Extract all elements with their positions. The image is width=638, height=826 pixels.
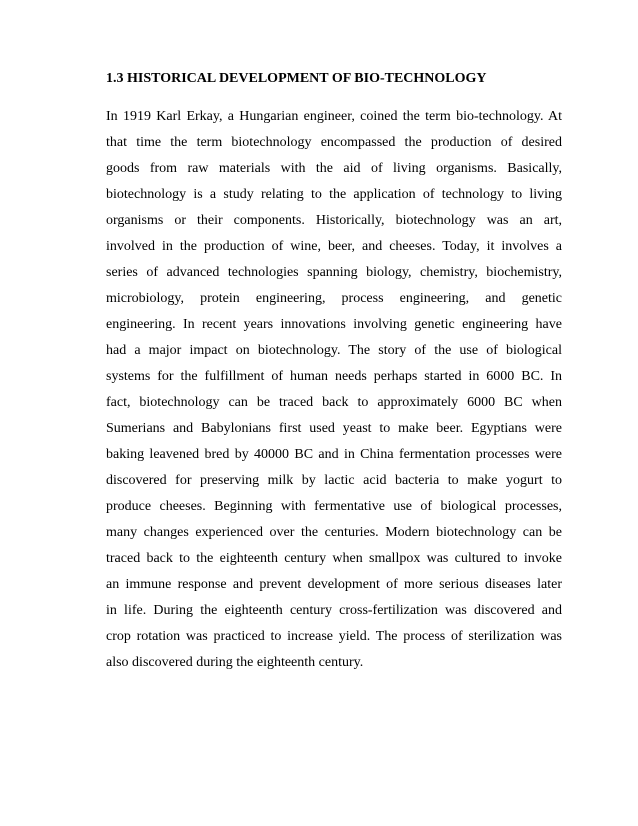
paragraph-line: engineering. In recent years innovations involving genetic engineering have (106, 317, 562, 332)
paragraph-line: produce cheeses. Beginning with fermentative use of biological processes, (106, 499, 562, 514)
paragraph-line: an immune response and prevent development of more serious diseases later (106, 577, 562, 592)
paragraph-line: in life. During the eighteenth century cross-fertilization was discovered and (106, 603, 562, 618)
paragraph-line: had a major impact on biotechnology. The story of the use of biological (106, 343, 562, 358)
paragraph-line: Sumerians and Babylonians first used yeast to make beer. Egyptians were (106, 421, 562, 436)
paragraph-line: In 1919 Karl Erkay, a Hungarian engineer, coined the term bio-technology. At (106, 109, 562, 124)
paragraph-line: series of advanced technologies spanning biology, chemistry, biochemistry, (106, 265, 562, 280)
paragraph-line: many changes experienced over the centuries. Modern biotechnology can be (106, 525, 562, 540)
paragraph-line: biotechnology is a study relating to the application of technology to living (106, 187, 562, 202)
paragraph-line: microbiology, protein engineering, process engineering, and genetic (106, 291, 562, 306)
paragraph-line: systems for the fulfillment of human needs perhaps started in 6000 BC. In (106, 369, 562, 384)
paragraph-line: traced back to the eighteenth century when smallpox was cultured to invoke (106, 551, 562, 566)
paragraph-line: baking leavened bred by 40000 BC and in China fermentation processes were (106, 447, 562, 462)
paragraph-line-last: also discovered during the eighteenth century. (106, 655, 364, 670)
paragraph-line: organisms or their components. Historically, biotechnology was an art, (106, 213, 562, 228)
paragraph-line: involved in the production of wine, beer, and cheeses. Today, it involves a (106, 239, 562, 254)
paragraph-line: goods from raw materials with the aid of living organisms. Basically, (106, 161, 562, 176)
section-heading: 1.3 HISTORICAL DEVELOPMENT OF BIO-TECHNOLOGY (106, 71, 487, 86)
paragraph-line: crop rotation was practiced to increase yield. The process of sterilization was (106, 629, 562, 644)
paragraph-line: discovered for preserving milk by lactic acid bacteria to make yogurt to (106, 473, 562, 488)
paragraph-line: that time the term biotechnology encompassed the production of desired (106, 135, 562, 150)
paragraph-line: fact, biotechnology can be traced back to approximately 6000 BC when (106, 395, 562, 410)
